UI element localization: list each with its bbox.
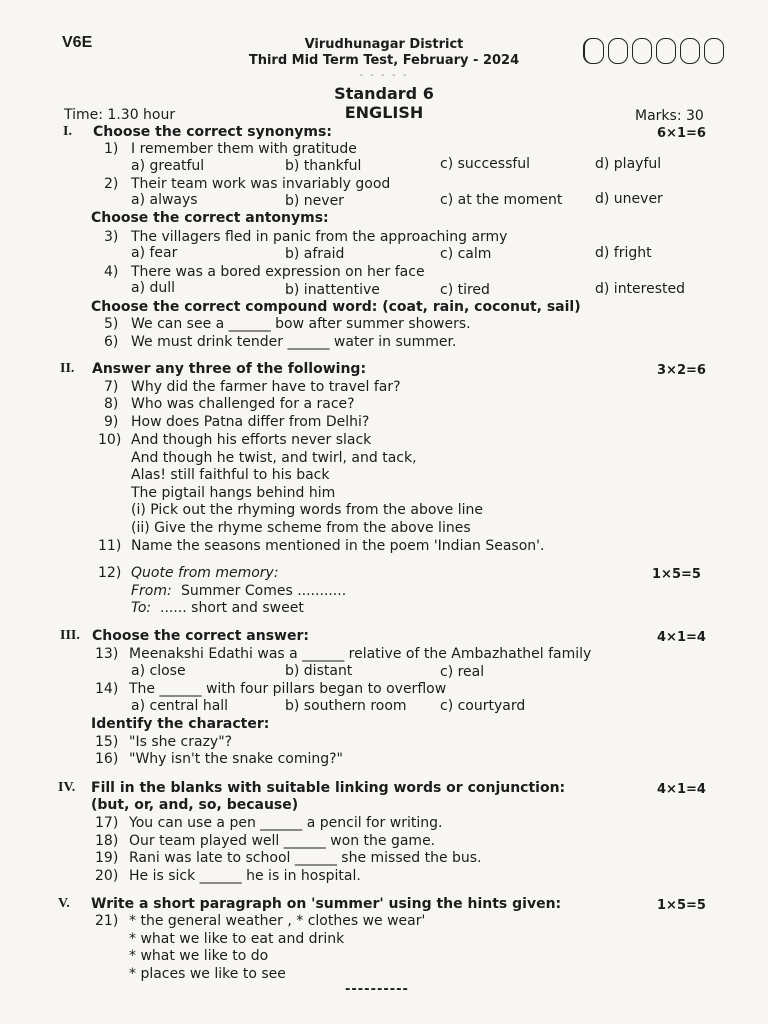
section-title: Choose the correct answer: — [92, 628, 309, 644]
option-a: a) close — [131, 663, 186, 679]
option-a: a) greatful — [131, 158, 205, 174]
option-c: c) successful — [440, 156, 531, 172]
question-text: How does Patna differ from Delhi? — [131, 414, 370, 430]
question-text: We can see a ______ bow after summer showers. — [131, 316, 471, 332]
section-number: IV. — [58, 780, 76, 795]
question-text: There was a bored expression on her face — [131, 264, 425, 280]
option-c: c) real — [440, 664, 485, 680]
question-text: "Is she crazy"? — [129, 734, 233, 750]
section-number: V. — [58, 896, 70, 911]
section-number: II. — [60, 361, 75, 376]
question-text: Meenakshi Edathi was a ______ relative of the Ambazhathel family — [129, 646, 592, 662]
question-number: 8) — [104, 396, 119, 412]
subject-title: ENGLISH — [344, 103, 424, 122]
question-text: The villagers fled in panic from the approaching army — [131, 229, 508, 245]
question-text: You can use a pen ______ a pencil for writing. — [129, 815, 443, 831]
poem-line: And though he twist, and twirl, and tack, — [131, 450, 417, 466]
question-number: 7) — [104, 379, 119, 395]
option-b: b) thankful — [285, 158, 362, 174]
section-marks: 3×2=6 — [657, 363, 706, 378]
section-title: Choose the correct synonyms: — [93, 124, 332, 140]
subsection-title: Choose the correct compound word: (coat, rain, coconut, sail) — [91, 299, 581, 315]
section-number: I. — [63, 124, 72, 139]
register-number-boxes — [583, 38, 728, 64]
header-divider: - - - - - — [359, 70, 409, 81]
standard-title: Standard 6 — [334, 84, 434, 103]
option-d: d) playful — [595, 156, 662, 172]
end-marker: ---------- — [345, 982, 409, 997]
question-text: Who was challenged for a race? — [131, 396, 355, 412]
test-name: Third Mid Term Test, February - 2024 — [248, 53, 520, 68]
section-marks: 4×1=4 — [657, 782, 706, 797]
option-d: d) interested — [595, 281, 686, 297]
question-number: 12) — [98, 565, 122, 581]
question-text: Our team played well ______ won the game. — [129, 833, 436, 849]
option-c: c) tired — [440, 282, 490, 298]
to-text: ...... short and sweet — [160, 600, 304, 616]
register-box — [680, 38, 700, 64]
option-d: d) fright — [595, 245, 652, 261]
question-text: Their team work was invariably good — [131, 176, 391, 192]
section-title: Fill in the blanks with suitable linking words or conjunction: — [91, 780, 566, 796]
question-number: 14) — [95, 681, 119, 697]
subsection-title: Choose the correct antonyms: — [91, 210, 329, 226]
option-b: b) southern room — [285, 698, 407, 714]
question-number: 1) — [104, 141, 119, 157]
option-b: b) distant — [285, 663, 353, 679]
question-number: 11) — [98, 538, 122, 554]
poem-line: And though his efforts never slack — [131, 432, 372, 448]
section-title: Answer any three of the following: — [92, 361, 367, 377]
conjunction-list: (but, or, and, so, because) — [91, 797, 299, 813]
question-number: 17) — [95, 815, 119, 831]
to-label: To: — [131, 600, 152, 616]
question-marks: 1×5=5 — [652, 567, 701, 582]
sub-question: (ii) Give the rhyme scheme from the above lines — [131, 520, 471, 536]
option-c: c) at the moment — [440, 192, 563, 208]
question-number: 5) — [104, 316, 119, 332]
question-number: 4) — [104, 264, 119, 280]
question-number: 16) — [95, 751, 119, 767]
option-a: a) dull — [131, 280, 176, 296]
poem-line: Alas! still faithful to his back — [131, 467, 330, 483]
option-c: c) calm — [440, 246, 492, 262]
question-number: 19) — [95, 850, 119, 866]
question-number: 6) — [104, 334, 119, 350]
sub-question: (i) Pick out the rhyming words from the above line — [131, 502, 484, 518]
question-number: 15) — [95, 734, 119, 750]
question-number: 18) — [95, 833, 119, 849]
option-a: a) central hall — [131, 698, 229, 714]
hint-line: * what we like to do — [129, 948, 269, 964]
question-number: 21) — [95, 913, 119, 929]
district-name: Virudhunagar District — [304, 37, 464, 52]
section-title: Write a short paragraph on 'summer' using the hints given: — [91, 896, 562, 912]
section-marks: 6×1=6 — [657, 126, 706, 141]
option-d: d) unever — [595, 191, 663, 207]
register-box — [632, 38, 652, 64]
option-b: b) afraid — [285, 246, 345, 262]
question-text: I remember them with gratitude — [131, 141, 357, 157]
subsection-title: Identify the character: — [91, 716, 270, 732]
question-number: 2) — [104, 176, 119, 192]
hint-line: * places we like to see — [129, 966, 286, 982]
hint-line: * what we like to eat and drink — [129, 931, 345, 947]
register-box — [656, 38, 676, 64]
option-a: a) always — [131, 192, 198, 208]
question-text: He is sick ______ he is in hospital. — [129, 868, 361, 884]
question-number: 9) — [104, 414, 119, 430]
question-number: 3) — [104, 229, 119, 245]
option-a: a) fear — [131, 245, 178, 261]
poem-line: The pigtail hangs behind him — [131, 485, 336, 501]
option-b: b) inattentive — [285, 282, 380, 298]
question-number: 20) — [95, 868, 119, 884]
question-text: Rani was late to school ______ she missed the bus. — [129, 850, 482, 866]
question-text: We must drink tender ______ water in summer. — [131, 334, 457, 350]
question-text: Why did the farmer have to travel far? — [131, 379, 401, 395]
question-number: 10) — [98, 432, 122, 448]
question-number: 13) — [95, 646, 119, 662]
register-box — [704, 38, 724, 64]
question-text: Name the seasons mentioned in the poem 'Indian Season'. — [131, 538, 545, 554]
option-b: b) never — [285, 193, 344, 209]
option-c: c) courtyard — [440, 698, 526, 714]
from-text: Summer Comes ........... — [181, 583, 347, 599]
hint-line: * the general weather , * clothes we wear' — [129, 913, 426, 929]
question-text: The ______ with four pillars began to overflow — [129, 681, 447, 697]
register-box — [583, 38, 604, 64]
register-box — [608, 38, 628, 64]
paper-code: V6E — [62, 34, 93, 51]
section-number: III. — [60, 628, 80, 643]
question-text: Quote from memory: — [131, 565, 279, 581]
time-allowed: Time: 1.30 hour — [64, 107, 176, 123]
total-marks: Marks: 30 — [635, 108, 704, 124]
section-marks: 4×1=4 — [657, 630, 706, 645]
section-marks: 1×5=5 — [657, 898, 706, 913]
question-text: "Why isn't the snake coming?" — [129, 751, 343, 767]
from-label: From: — [131, 583, 172, 599]
